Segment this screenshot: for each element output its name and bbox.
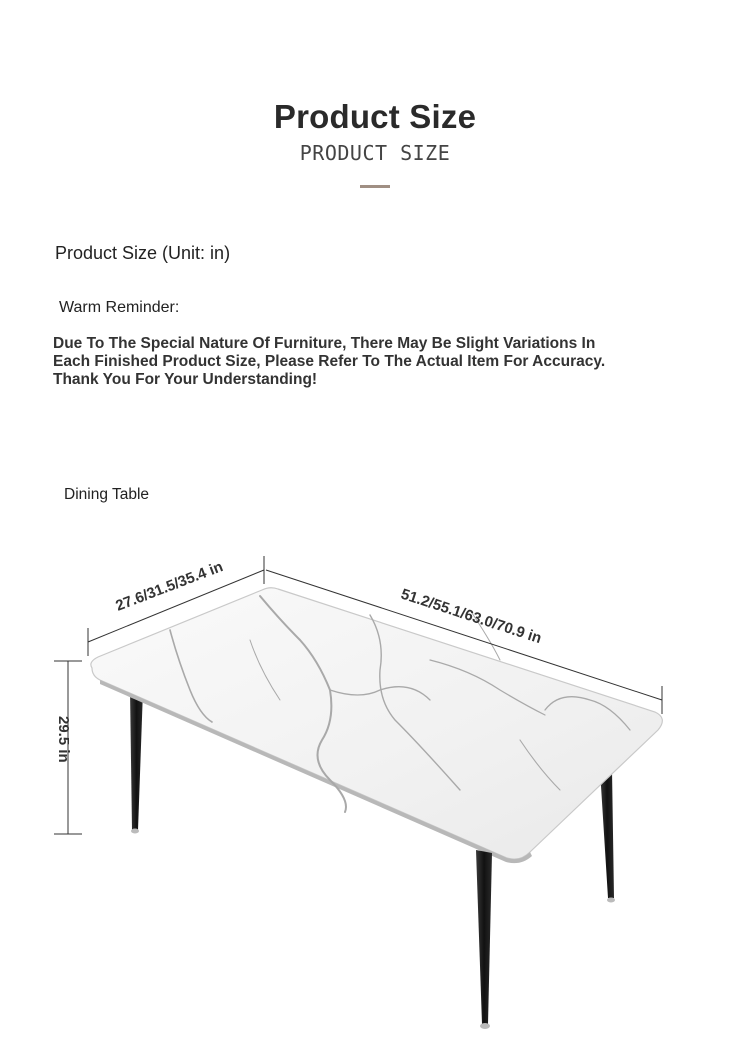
reminder-line-3: Thank You For Your Understanding! — [53, 371, 318, 388]
reminder-line-2: Each Finished Product Size, Please Refer To The Actual Item For Accuracy. — [53, 353, 606, 370]
page-subtitle: PRODUCT SIZE — [299, 141, 451, 165]
product-name: Dining Table — [64, 486, 150, 503]
unit-heading: Product Size (Unit: in) — [55, 243, 231, 263]
title-divider — [360, 185, 390, 188]
dimension-height-label: 29.5 in — [55, 716, 72, 763]
dining-table-diagram — [0, 540, 750, 1040]
reminder-line-1: Due To The Special Nature Of Furniture, There May Be Slight Variations In — [53, 335, 596, 352]
table-leg-back-right — [600, 770, 615, 903]
table-leg-back-left — [130, 690, 143, 834]
reminder-text — [53, 335, 673, 389]
reminder-heading: Warm Reminder: — [59, 299, 180, 316]
page-title: Product Size — [273, 98, 477, 135]
dimension-height — [54, 661, 82, 834]
table-leg-front-left — [476, 850, 492, 1029]
dimension-width-label: 27.6/31.5/35.4 in — [113, 558, 226, 615]
dimension-length-label: 51.2/55.1/63.0/70.9 in — [398, 585, 544, 648]
